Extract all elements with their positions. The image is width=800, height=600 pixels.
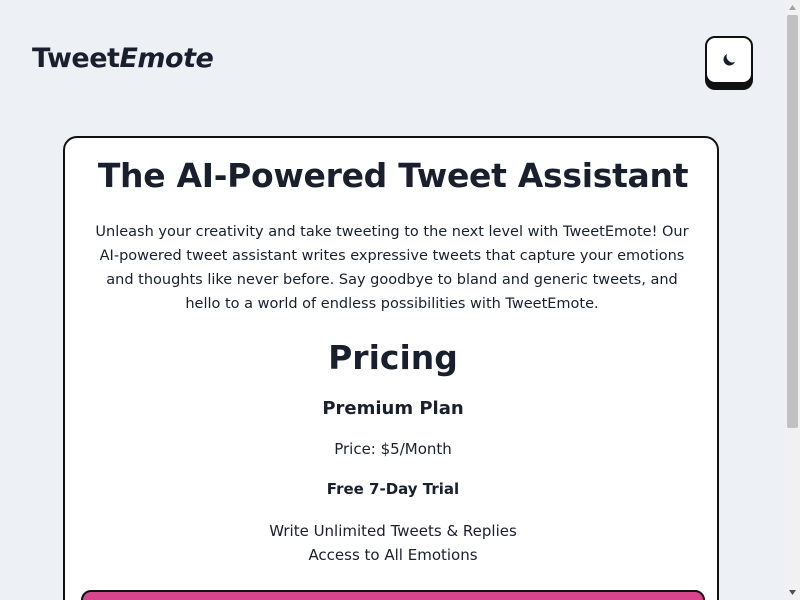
plan-name: Premium Plan (322, 398, 464, 419)
pricing-title: Pricing (328, 338, 458, 377)
feature-item: Access to All Emotions (308, 546, 478, 564)
scroll-up-arrow[interactable] (785, 0, 800, 15)
logo[interactable] (32, 43, 213, 74)
feature-item: Write Unlimited Tweets & Replies (269, 522, 517, 540)
plan-price: Price: $5/Month (334, 440, 452, 458)
moon-icon (720, 51, 738, 69)
site-header (0, 0, 785, 120)
vertical-scrollbar[interactable] (785, 0, 800, 600)
logo-text-emote: Emote (119, 43, 214, 74)
logo-text-tweet: Tweet (32, 43, 120, 74)
page-title: The AI-Powered Tweet Assistant (97, 156, 689, 195)
subscribe-button[interactable] (81, 590, 705, 600)
theme-toggle-button[interactable] (705, 36, 753, 84)
hero-card (63, 136, 719, 600)
feature-list (65, 519, 721, 567)
triangle-up-icon (789, 5, 796, 10)
scroll-down-arrow[interactable] (785, 585, 800, 600)
free-trial-label: Free 7-Day Trial (326, 480, 460, 498)
scrollbar-thumb[interactable] (787, 15, 798, 428)
triangle-down-icon (789, 590, 796, 595)
hero-description: Unleash your creativity and take tweeting to the next level with TweetEmote! Our AI-powered tweet assistant writes expressive tweets that capture your emotions and thoughts like never before. Say goodbye to bland and generic tweets, and hello to a world of endless possibilities with TweetEmote. (95, 224, 689, 312)
